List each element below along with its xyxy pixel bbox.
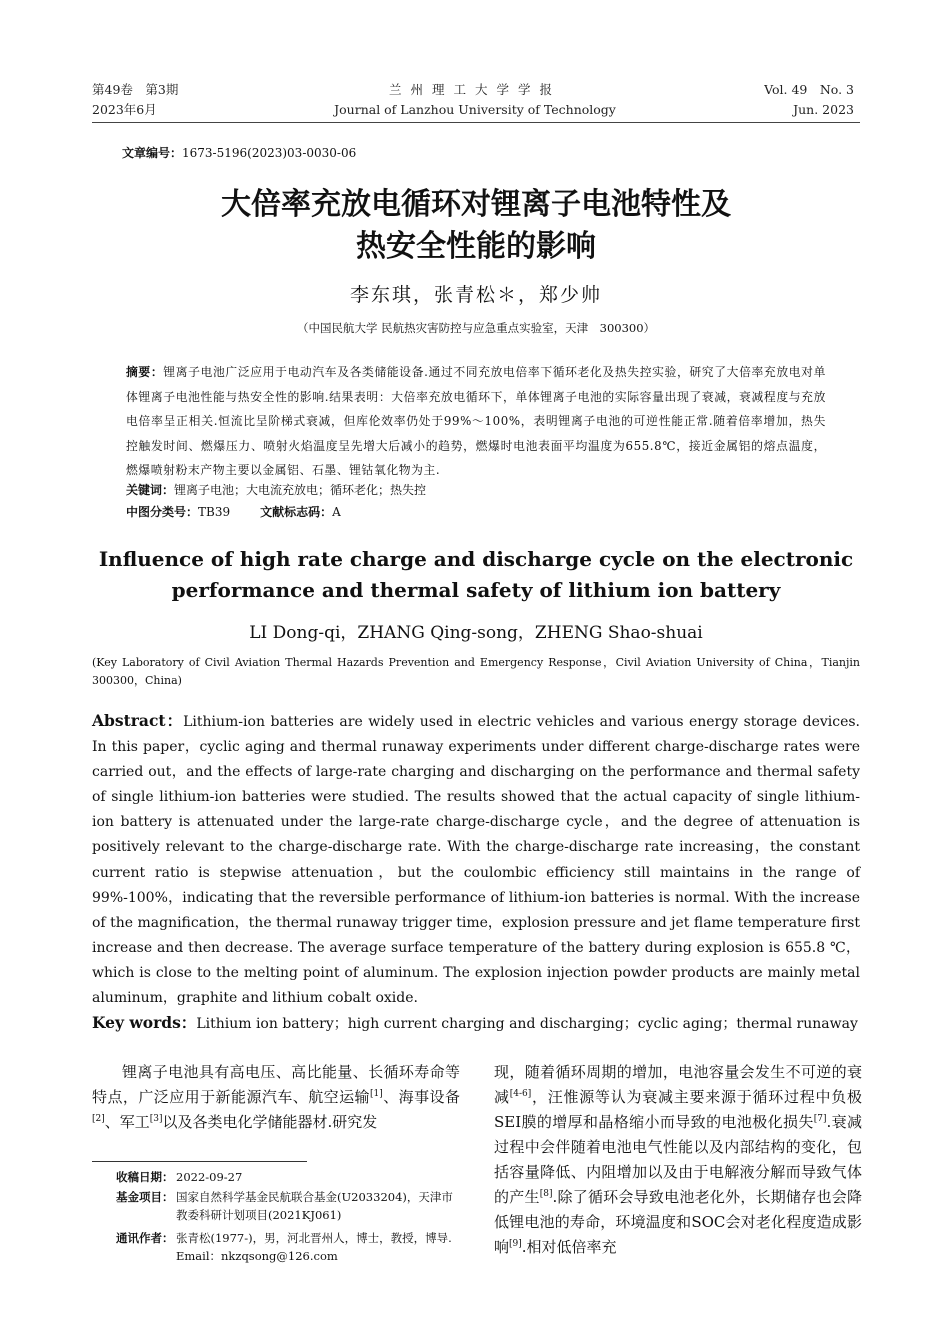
footnote-fund	[116, 1188, 466, 1224]
author-email: Email：nkzqsong@126.com	[176, 1249, 338, 1263]
keywords-en-label: Key words：	[92, 1013, 197, 1032]
affiliation-cn: （中国民航大学 民航热灾害防控与应急重点实验室，天津 300300）	[296, 321, 656, 335]
abstract-en-text: Lithium-ion batteries are widely used in electric vehicles and various energy storage devices. In this paper，cyclic aging and thermal runaway experiments under different charge-discharge rates were carried out，and the effects of large-rate charging and discharging on the performance and thermal safety of single lithium-ion batteries were studied. The results showed that the actual capacity of single lithium-ion battery is attenuated under the large-rate charge-discharge cycle，and the degree of attenuation is positively relevant to the charge-discharge rate. With the charge-discharge rate increasing，the constant current ratio is stepwise attenuation，but the coulombic efficiency still maintains in the range of 99%-100%，indicating that the reversible performance of lithium-ion batteries is normal. With the increase of the magnification，the thermal runaway trigger time，explosion pressure and jet flame temperature first increase and then decrease. The average surface temperature of the battery during explosion is 655.8 ℃，which is close to the melting point of aluminum. The explosion injection powder products are mainly metal aluminum，graphite and lithium cobalt oxide.	[92, 714, 861, 1007]
body-left-text-4: 以及各类电化学储能器材.研究发	[162, 1113, 378, 1131]
citation-1: [1]	[370, 1089, 383, 1099]
abstract-cn-text: 锂离子电池广泛应用于电动汽车及各类储能设备.通过不同充放电倍率下循环老化及热失控实验，研究了大倍率充放电对单体锂离子电池性能与热安全性的影响.结果表明：大倍率充放电循环下，单体锂离子电池的实际容量出现了衰减，衰减程度与充放电倍率呈正相关.恒流比呈阶梯式衰减，但库伦效率仍处于99%～100%，表明锂离子电池的可逆性能正常.随着倍率增加，热失控触发时间、燃爆压力、喷射火焰温度呈先增大后减小的趋势，燃爆时电池表面平均温度为655.8℃，接近金属铝的熔点温度，燃爆喷射粉末产物主要以金属铝、石墨、锂钴氧化物为主.	[126, 365, 826, 477]
journal-name-cn: 兰州理工大学学报	[388, 82, 561, 97]
title-cn-line2: 热安全性能的影响	[356, 229, 596, 264]
keywords-cn-text: 锂离子电池；大电流充放电；循环老化；热失控	[174, 483, 427, 497]
header-rule	[92, 122, 860, 123]
volume-en: Vol. 49 No. 3	[764, 82, 854, 97]
keywords-en	[92, 1011, 860, 1036]
title-en	[92, 544, 860, 606]
keywords-cn-label: 关键词：	[126, 483, 175, 497]
abstract-en-label: Abstract：	[92, 711, 184, 730]
doc-code-label: 文献标志码：	[260, 505, 333, 519]
citation-8: [8]	[539, 1189, 553, 1199]
received-label: 收稿日期：	[116, 1170, 174, 1184]
volume-cn: 第49卷 第3期	[92, 82, 179, 97]
body-right-text-4: .除了循环会导致电池老化外，长期储存也会降低锂电池的寿命，环境温度和SOC会对老化程度造成影响	[494, 1188, 862, 1256]
citation-9: [9]	[509, 1239, 522, 1249]
clc-label: 中图分类号：	[126, 505, 199, 519]
footnote-author	[116, 1229, 466, 1265]
citation-2: [2]	[92, 1114, 105, 1124]
journal-name-en: Journal of Lanzhou University of Technology	[334, 102, 616, 117]
received-value: 2022-09-27	[176, 1170, 243, 1184]
authors-en: LI Dong-qi，ZHANG Qing-song，ZHENG Shao-shuai	[249, 623, 703, 643]
authors-cn: 李东琪，张青松＊，郑少帅	[349, 284, 602, 306]
header-left	[92, 80, 178, 120]
date-en: Jun. 2023	[793, 102, 854, 117]
citation-7: [7]	[813, 1114, 827, 1124]
corresponding-author-label: 通讯作者：	[116, 1231, 174, 1245]
abstract-en	[92, 708, 860, 1011]
body-left-text-1: 锂离子电池具有高电压、高比能量、长循环寿命等特点，广泛应用于新能源汽车、航空运输	[92, 1063, 460, 1106]
footnote-rule	[92, 1161, 307, 1162]
body-column-right	[494, 1060, 862, 1260]
abstract-cn-label: 摘要：	[126, 365, 164, 379]
body-left-text-3: 、军工	[104, 1113, 150, 1131]
article-number-label: 文章编号：	[122, 146, 183, 160]
body-left-text-2: 、海事设备	[382, 1088, 460, 1106]
keywords-cn	[126, 478, 826, 502]
keywords-en-text: Lithium ion battery；high current charging and discharging；cyclic aging；thermal runaway	[196, 1016, 858, 1032]
classification	[126, 500, 826, 524]
footnote-received	[116, 1168, 466, 1186]
clc-value: TB39	[198, 505, 231, 519]
body-right-text-1: 现，随着循环周期的增加，电池容量会发生不可逆的衰减	[494, 1063, 862, 1106]
body-column-left	[92, 1060, 460, 1135]
citation-4-6: [4-6]	[509, 1089, 532, 1099]
article-number	[122, 144, 356, 161]
article-number-value: 1673-5196(2023)03-0030-06	[182, 146, 357, 160]
affiliation-en: (Key Laboratory of Civil Aviation Thermal Hazards Prevention and Emergency Response，Civil Aviation University of China，Tianjin 300300，China)	[92, 656, 860, 687]
fund-value: 国家自然科学基金民航联合基金(U2033204)，天津市教委科研计划项目(2021KJ061)	[176, 1190, 453, 1222]
citation-3: [3]	[149, 1114, 163, 1124]
header-center	[300, 80, 650, 120]
date-cn: 2023年6月	[92, 102, 157, 117]
corresponding-author-value: 张青松(1977-)，男，河北晋州人，博士，教授，博导.	[176, 1231, 452, 1245]
body-right-text-5: .相对低倍率充	[521, 1238, 617, 1256]
title-cn-line1: 大倍率充放电循环对锂离子电池特性及	[221, 187, 731, 222]
body-right-text-2: ，汪惟源等认为衰减主要来源于循环过程中负极SEI膜的增厚和晶格缩小而导致的电池极化损失	[494, 1088, 862, 1131]
header-right	[764, 80, 854, 120]
title-en-line1: Influence of high rate charge and discharge cycle on the electronic	[98, 547, 854, 571]
title-en-line2: performance and thermal safety of lithium ion battery	[171, 578, 781, 602]
fund-label: 基金项目：	[116, 1190, 174, 1204]
doc-code-value: A	[332, 505, 341, 519]
title-cn	[92, 184, 860, 268]
abstract-cn	[126, 360, 826, 483]
body-right-text-3: .衰减过程中会伴随着电池电气性能以及内部结构的变化，包括容量降低、内阻增加以及由于电解液分解而导致气体的产生	[494, 1113, 862, 1206]
